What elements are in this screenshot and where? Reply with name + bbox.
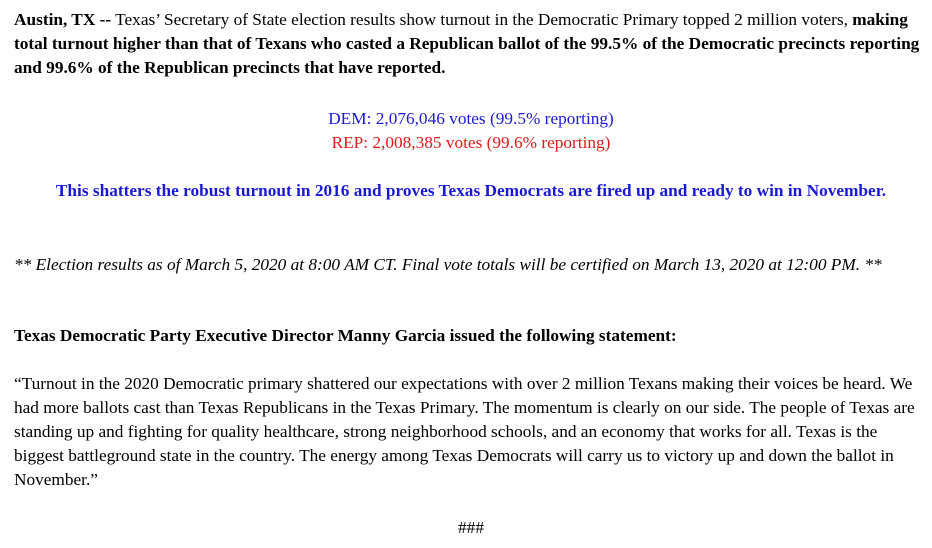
end-mark: ### xyxy=(458,518,484,537)
intro-bold-text: making total turnout higher than that of Texans who casted a Republican ballot of the 99.5% of the Democratic precincts reporting and 99.6% of the Republican precincts that have reported. xyxy=(14,10,920,77)
statement-quote: “Turnout in the 2020 Democratic primary shattered our expectations with over 2 million Texans making their voices be heard. We had more ballots cast than Texas Republicans in the Texas Primary. The momentum is clearly on our side. The people of Texas are standing up and fighting for quality healthcare, strong neighborhood schools, and an economy that works for all. Texas is the biggest battleground state in the country. The energy among Texas Democrats will carry us to victory up and down the ballot in November.” xyxy=(14,374,915,489)
turnout-highlight: This shatters the robust turnout in 2016 and proves Texas Democrats are fired up and ready to win in November. xyxy=(55,181,887,200)
intro-paragraph xyxy=(14,8,928,80)
statement-heading: Texas Democratic Party Executive Director Manny Garcia issued the following statement: xyxy=(14,326,677,345)
intro-text: Texas’ Secretary of State election results show turnout in the Democratic Primary topped 2 million voters, xyxy=(111,10,853,29)
rep-results: REP: 2,008,385 votes (99.6% reporting) xyxy=(331,133,611,152)
dateline: Austin, TX -- xyxy=(14,10,112,29)
dem-results: DEM: 2,076,046 votes (99.5% reporting) xyxy=(328,109,614,128)
results-note: ** Election results as of March 5, 2020 at 8:00 AM CT. Final vote totals will be certified on March 13, 2020 at 12:00 PM. ** xyxy=(14,255,882,274)
results-block xyxy=(14,107,928,155)
